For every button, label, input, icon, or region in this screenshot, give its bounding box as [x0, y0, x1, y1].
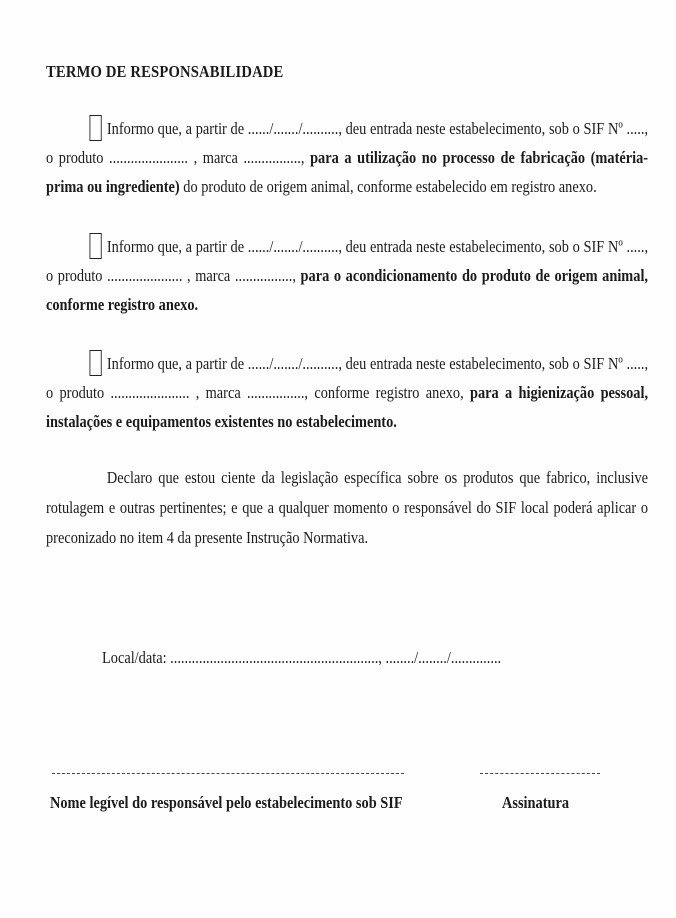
statement-raw-material-text: Informo que, a partir de ....../......./.........., deu entrada neste estabelecimento, sob o SIF Nº ....., o produto ...................... , marca ................,: [46, 119, 649, 167]
name-signature-line[interactable]: [52, 773, 404, 774]
statement-raw-material: [46, 114, 648, 201]
statement-hygiene-text: Informo que, a partir de ....../......./.........., deu entrada neste estabelecimento, sob o SIF Nº ....., o produto ...................... , marca ................, conforme registro anexo,: [46, 354, 649, 402]
statement-raw-material-bold: para a utilização no processo de fabricação (matéria-prima ou ingrediente): [46, 148, 649, 196]
declaration-text: Declaro que estou ciente da legislação específica sobre os produtos que fabrico, inclusive rotulagem e outras pertinentes; e que a qualquer momento o responsável do SIF local poderá aplicar o preconizado no item 4 da presente Instrução Normativa.: [46, 468, 649, 547]
declaration-paragraph: [46, 463, 648, 553]
checkbox-hygiene[interactable]: [90, 350, 102, 376]
statement-hygiene: [46, 349, 648, 436]
checkbox-packaging[interactable]: [90, 233, 102, 259]
signature-label: Assinatura: [502, 793, 570, 812]
statement-packaging: [46, 232, 648, 319]
statement-raw-material-tail: do produto de origem animal, conforme estabelecido em registro anexo.: [179, 177, 597, 196]
statement-hygiene-bold: para a higienização pessoal, instalações e equipamentos existentes no estabelecimento.: [46, 383, 649, 431]
statement-packaging-text: Informo que, a partir de ....../......./.........., deu entrada neste estabelecimento, sob o SIF Nº ....., o produto ..................... , marca ................,: [46, 237, 649, 285]
statement-packaging-bold: para o acondicionamento do produto de origem animal, conforme registro anexo.: [46, 266, 649, 314]
local-date-field[interactable]: Local/data: .........................................................., ......../......../..............: [102, 648, 502, 667]
signature-line[interactable]: [480, 773, 600, 774]
checkbox-raw-material[interactable]: [90, 115, 102, 141]
responsible-name-label: Nome legível do responsável pelo estabelecimento sob SIF: [50, 793, 403, 812]
document-title: TERMO DE RESPONSABILIDADE: [46, 62, 284, 81]
